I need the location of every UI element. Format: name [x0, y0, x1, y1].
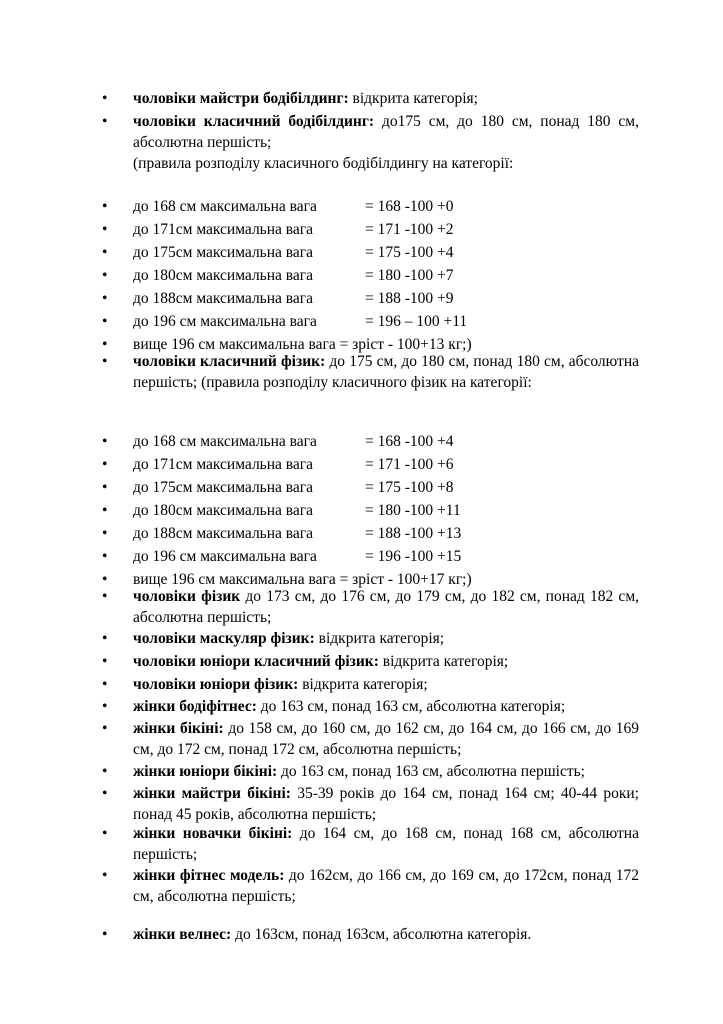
category-title: чоловіки фізик — [133, 588, 241, 605]
category-title: жінки новачки бікіні: — [133, 825, 293, 842]
category-text: до 158 см, до 160 см, до 162 см, до 164 см, до 166 см, до 169 см, до 172 см, понад 172 см, абсолютна першість; — [133, 720, 639, 758]
category-text: до 173 см, до 176 см, до 179 см, до 182 см, понад 182 см, абсолютна першість; — [133, 588, 639, 626]
weight-rule-label: до 175см максимальна вага — [133, 244, 314, 261]
list-item-masters-bikini — [111, 784, 639, 825]
weight-rule-label: до 171см максимальна вага — [133, 221, 314, 238]
list-item-bodyfitness — [111, 697, 639, 718]
list-item-physique — [111, 587, 639, 628]
category-text: до 163 см, понад 163 см, абсолютна першість; — [277, 763, 585, 780]
list-item-novice-bikini — [111, 824, 639, 865]
weight-rule-label: до 171см максимальна вага — [133, 456, 314, 473]
list-item-masters-bodybuilding — [111, 89, 639, 110]
list-item-juniors-physique — [111, 675, 639, 696]
list-item-wellness — [111, 925, 639, 946]
list-item-juniors-classic-physique — [111, 652, 639, 673]
weight-rule-label: до 188см максимальна вага — [133, 525, 314, 542]
weight-rule-formula: = 196 -100 +15 — [365, 548, 462, 565]
list-item-juniors-bikini — [111, 762, 639, 783]
weight-rule-above-text: вище 196 см максимальна вага = зріст - 100+17 кг;) — [133, 571, 472, 588]
category-title: жінки фітнес модель: — [133, 867, 285, 884]
category-text: відкрита категорія; — [298, 676, 428, 693]
weight-rule-formula: = 171 -100 +2 — [365, 221, 454, 238]
category-title: чоловіки юніори фізик: — [133, 676, 299, 693]
category-title: жінки майстри бікіні: — [133, 785, 291, 802]
category-text: до 162см, до 166 см, до 169 см, до 172см, понад 172 см, абсолютна першість; — [133, 867, 639, 905]
weight-rule-label: до 196 см максимальна вага — [133, 548, 317, 565]
category-title: жінки бодіфітнес: — [133, 698, 257, 715]
weight-rule-formula: = 188 -100 +9 — [365, 290, 454, 307]
category-title: жінки велнес: — [133, 926, 232, 943]
weight-rule-label: до 168 см максимальна вага — [133, 433, 317, 450]
category-text: відкрита категорія; — [314, 630, 445, 647]
weight-rule-formula: = 180 -100 +7 — [365, 267, 454, 284]
weight-rule-above-text: вище 196 см максимальна вага = зріст - 100+13 кг;) — [133, 336, 472, 353]
category-title: жінки бікіні: — [133, 720, 224, 737]
weight-rule-label: до 180см максимальна вага — [133, 502, 314, 519]
category-title: чоловіки юніори класичний фізик: — [133, 653, 379, 670]
category-title: жінки юніори бікіні: — [133, 763, 278, 780]
category-text: до 163 см, понад 163 см, абсолютна категорія; — [256, 698, 566, 715]
weight-rule-formula: = 175 -100 +4 — [365, 244, 454, 261]
weight-rule-label: до 188см максимальна вага — [133, 290, 314, 307]
category-text: до 163см, понад 163см, абсолютна категорія. — [231, 926, 532, 943]
list-item-classic-bodybuilding — [111, 112, 639, 153]
classic-bodybuilding-rules-note: (правила розподілу класичного бодібілдингу на категорії: — [133, 155, 514, 172]
category-text: відкрита категорія; — [348, 90, 478, 107]
list-item-muscular-physique — [111, 629, 639, 650]
weight-rule-formula: = 180 -100 +11 — [365, 502, 461, 519]
weight-rule-formula: = 196 – 100 +11 — [365, 313, 468, 330]
weight-rule-formula: = 188 -100 +13 — [365, 525, 462, 542]
category-text: 35-39 років до 164 см, понад 164 см; 40-44 роки; понад 45 років, абсолютна першість; — [133, 785, 639, 823]
list-item-bikini — [111, 719, 639, 760]
weight-rule-formula: = 171 -100 +6 — [365, 456, 454, 473]
category-title: чоловіки класичний фізик: — [133, 353, 326, 370]
list-item-classic-physique — [111, 352, 639, 393]
list-item-fitness-model — [111, 866, 639, 907]
weight-rule-formula: = 175 -100 +8 — [365, 479, 454, 496]
weight-rule-formula: = 168 -100 +4 — [365, 433, 454, 450]
category-title: чоловіки класичний бодібілдинг: — [133, 113, 375, 130]
category-text: до 164 см, до 168 см, понад 168 см, абсолютна першість; — [133, 825, 639, 863]
weight-rule-label: до 168 см максимальна вага — [133, 198, 317, 215]
weight-rule-label: до 180см максимальна вага — [133, 267, 314, 284]
category-title: чоловіки маскуляр фізик: — [133, 630, 315, 647]
category-text: відкрита категорія; — [378, 653, 509, 670]
weight-rule-label: до 175см максимальна вага — [133, 479, 314, 496]
category-text: до 175 см, до 180 см, понад 180 см, абсолютна першість; (правила розподілу класичного фізик на категорії: — [133, 353, 639, 391]
weight-rule-formula: = 168 -100 +0 — [365, 198, 454, 215]
category-text: до175 см, до 180 см, понад 180 см, абсолютна першість; — [133, 113, 639, 151]
category-title: чоловіки майстри бодібілдинг: — [133, 90, 349, 107]
weight-rule-label: до 196 см максимальна вага — [133, 313, 317, 330]
